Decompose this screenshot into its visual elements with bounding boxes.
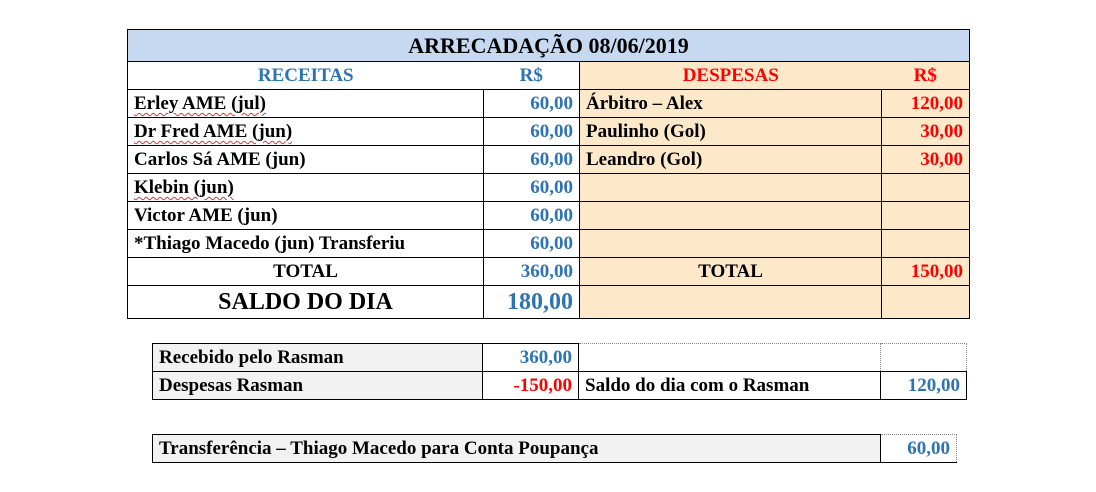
table-row	[153, 435, 957, 463]
despesa-value: 120,00	[882, 90, 970, 118]
receita-value: 60,00	[484, 118, 580, 146]
empty-cell	[580, 174, 882, 202]
empty-cell	[882, 174, 970, 202]
receitas-header: RECEITAS	[128, 62, 484, 90]
table-row	[128, 90, 970, 118]
recebido-value: 360,00	[483, 344, 579, 372]
table-row	[153, 372, 967, 400]
receita-name: *Thiago Macedo (jun) Transferiu	[128, 230, 484, 258]
despesas-currency-header: R$	[882, 62, 970, 90]
empty-cell	[580, 202, 882, 230]
saldo-label: SALDO DO DIA	[128, 286, 484, 319]
total-despesas-value: 150,00	[882, 258, 970, 286]
recebido-label: Recebido pelo Rasman	[153, 344, 483, 372]
empty-cell	[579, 344, 881, 372]
receita-value: 60,00	[484, 174, 580, 202]
transfer-label: Transferência – Thiago Macedo para Conta Poupança	[153, 435, 881, 463]
despesa-value: 30,00	[882, 146, 970, 174]
table-row	[128, 146, 970, 174]
receita-name: Carlos Sá AME (jun)	[128, 146, 484, 174]
despesa-name: Leandro (Gol)	[580, 146, 882, 174]
receita-name: Erley AME (jul)	[128, 90, 484, 118]
transfer-value: 60,00	[881, 435, 957, 463]
table-row	[128, 118, 970, 146]
receita-name: Dr Fred AME (jun)	[128, 118, 484, 146]
saldo-row	[128, 286, 970, 319]
empty-cell	[580, 230, 882, 258]
despesas-rasman-label: Despesas Rasman	[153, 372, 483, 400]
receita-name: Victor AME (jun)	[128, 202, 484, 230]
total-receitas-value: 360,00	[484, 258, 580, 286]
empty-cell	[882, 286, 970, 319]
total-despesas-label: TOTAL	[580, 258, 882, 286]
table-row	[128, 230, 970, 258]
totals-row	[128, 258, 970, 286]
table-row	[153, 344, 967, 372]
receita-value: 60,00	[484, 230, 580, 258]
despesa-name: Árbitro – Alex	[580, 90, 882, 118]
saldo-rasman-label: Saldo do dia com o Rasman	[579, 372, 881, 400]
receita-value: 60,00	[484, 202, 580, 230]
despesa-value: 30,00	[882, 118, 970, 146]
receita-value: 60,00	[484, 146, 580, 174]
receita-name: Klebin (jun)	[128, 174, 484, 202]
table-title: ARRECADAÇÃO 08/06/2019	[128, 30, 970, 62]
arrecadacao-table	[127, 29, 970, 319]
despesa-name: Paulinho (Gol)	[580, 118, 882, 146]
empty-cell	[882, 202, 970, 230]
table-row	[128, 202, 970, 230]
saldo-value: 180,00	[484, 286, 580, 319]
total-receitas-label: TOTAL	[128, 258, 484, 286]
saldo-rasman-value: 120,00	[881, 372, 967, 400]
despesas-rasman-value: -150,00	[483, 372, 579, 400]
receitas-currency-header: R$	[484, 62, 580, 90]
empty-cell	[881, 344, 967, 372]
receita-value: 60,00	[484, 90, 580, 118]
rasman-table	[152, 343, 967, 400]
table-row	[128, 174, 970, 202]
empty-cell	[580, 286, 882, 319]
transfer-table	[152, 434, 957, 463]
empty-cell	[882, 230, 970, 258]
despesas-header: DESPESAS	[580, 62, 882, 90]
